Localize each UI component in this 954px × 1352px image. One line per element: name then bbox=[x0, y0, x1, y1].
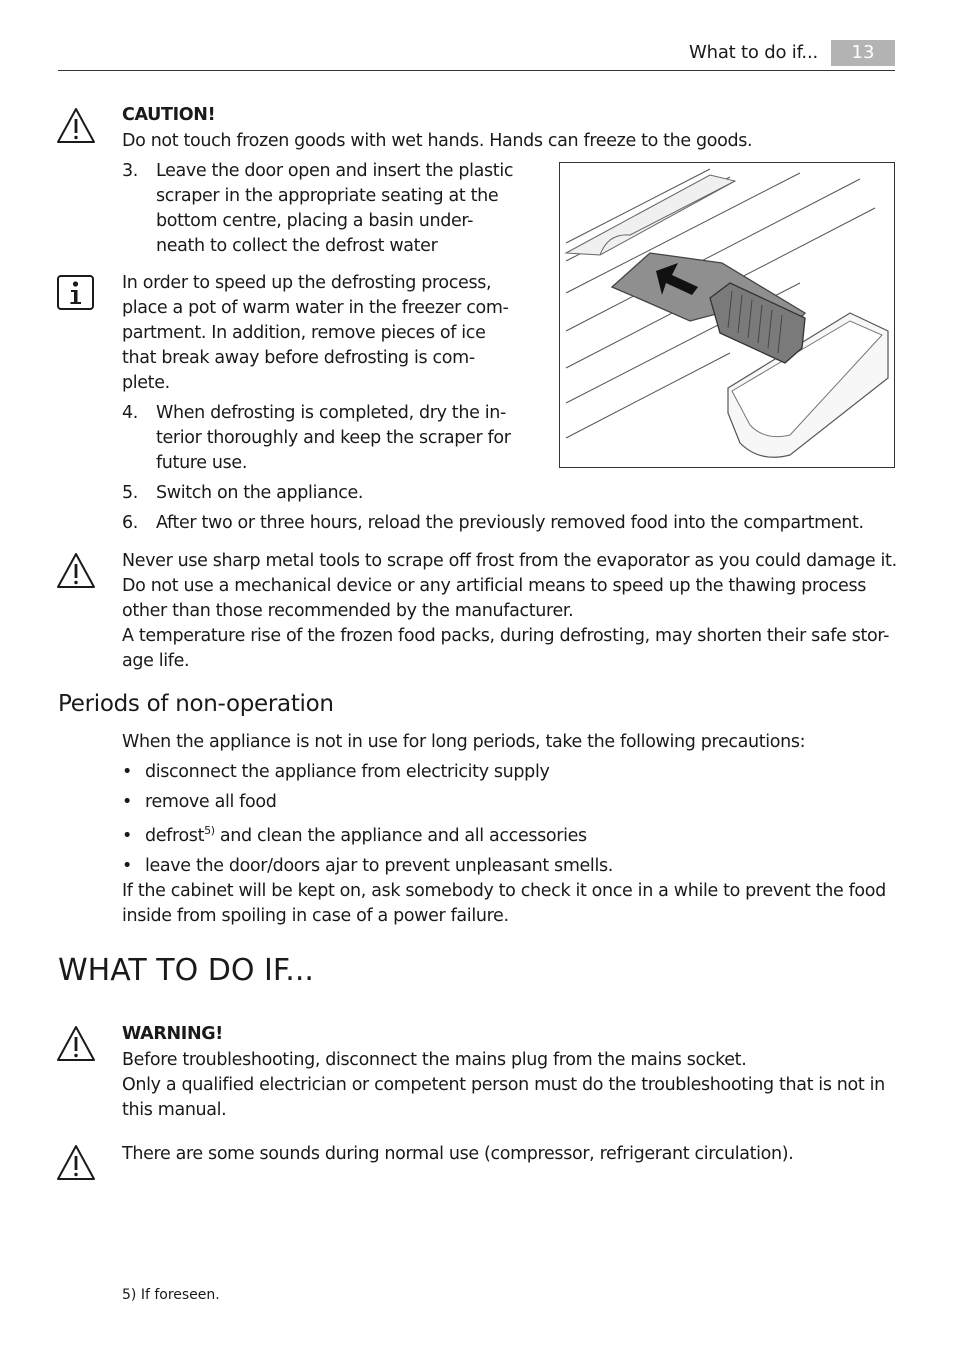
step-line: terior thoroughly and keep the scraper for bbox=[156, 428, 511, 448]
step-line: scraper in the appropriate seating at the bbox=[156, 186, 499, 206]
bullet-mark: • bbox=[122, 826, 132, 846]
warning-triangle-icon bbox=[55, 551, 97, 591]
outro-line: inside from spoiling in case of a power failure. bbox=[122, 906, 509, 926]
bullet-mark: • bbox=[122, 856, 132, 876]
non-operation-outro bbox=[122, 879, 886, 929]
step-number: 3. bbox=[122, 161, 138, 181]
step-number: 4. bbox=[122, 403, 138, 423]
page-number: 13 bbox=[831, 40, 895, 66]
warning-line: age life. bbox=[122, 651, 190, 671]
non-operation-intro: When the appliance is not in use for long periods, take the following precautions: bbox=[122, 732, 806, 752]
list-item bbox=[122, 824, 587, 849]
scraper-illustration bbox=[559, 162, 895, 468]
warning-line: Do not use a mechanical device or any artificial means to speed up the thawing process bbox=[122, 576, 866, 596]
warning-line: Never use sharp metal tools to scrape off frost from the evaporator as you could damage it. bbox=[122, 551, 897, 571]
chapter-heading-what-to-do-if: WHAT TO DO IF... bbox=[58, 953, 314, 988]
footnote-ref: 5) bbox=[204, 824, 215, 838]
caution-title: CAUTION! bbox=[122, 105, 216, 125]
step-line: When defrosting is completed, dry the in- bbox=[156, 403, 506, 423]
step-line: neath to collect the defrost water bbox=[156, 236, 438, 256]
warning-line: A temperature rise of the frozen food packs, during defrosting, may shorten their safe stor- bbox=[122, 626, 890, 646]
list-item-text: leave the door/doors ajar to prevent unpleasant smells. bbox=[145, 856, 613, 876]
header-section-title: What to do if... bbox=[689, 42, 818, 63]
step-5 bbox=[122, 481, 363, 506]
step-line: After two or three hours, reload the previously removed food into the compartment. bbox=[156, 513, 864, 533]
list-item-text bbox=[145, 824, 587, 849]
section-heading-non-operation: Periods of non-operation bbox=[58, 691, 334, 717]
info-icon bbox=[55, 273, 97, 313]
warning-text bbox=[122, 1048, 885, 1123]
info-line: plete. bbox=[122, 373, 170, 393]
step-3 bbox=[122, 159, 513, 259]
list-item bbox=[122, 760, 549, 785]
list-item-text: disconnect the appliance from electricity supply bbox=[145, 762, 550, 782]
warning-tools-text bbox=[122, 549, 897, 674]
bullet-mark: • bbox=[122, 792, 132, 812]
list-item-text: remove all food bbox=[145, 792, 277, 812]
defrost-rest: and clean the appliance and all accessories bbox=[214, 826, 587, 846]
step-6 bbox=[122, 511, 864, 536]
info-line: that break away before defrosting is com- bbox=[122, 348, 475, 368]
bullet-mark: • bbox=[122, 762, 132, 782]
info-line: In order to speed up the defrosting process, bbox=[122, 273, 492, 293]
warning-line: other than those recommended by the manufacturer. bbox=[122, 601, 574, 621]
step-number: 6. bbox=[122, 513, 138, 533]
info-text bbox=[122, 271, 509, 396]
warning-line: this manual. bbox=[122, 1100, 227, 1120]
footnote: 5) If foreseen. bbox=[122, 1287, 220, 1303]
caution-text: Do not touch frozen goods with wet hands. Hands can freeze to the goods. bbox=[122, 131, 753, 151]
list-item bbox=[122, 790, 276, 815]
step-line: Leave the door open and insert the plastic bbox=[156, 161, 514, 181]
info-line: place a pot of warm water in the freezer com- bbox=[122, 298, 509, 318]
step-line: Switch on the appliance. bbox=[156, 483, 364, 503]
step-line: bottom centre, placing a basin under- bbox=[156, 211, 474, 231]
defrost-word: defrost bbox=[145, 826, 205, 846]
step-4 bbox=[122, 401, 511, 476]
step-number: 5. bbox=[122, 483, 138, 503]
list-item bbox=[122, 854, 613, 879]
step-line: future use. bbox=[156, 453, 248, 473]
warning-triangle-icon bbox=[55, 1143, 97, 1183]
header-rule bbox=[58, 70, 895, 71]
warning-line: Before troubleshooting, disconnect the mains plug from the mains socket. bbox=[122, 1050, 747, 1070]
sounds-note: There are some sounds during normal use (compressor, refrigerant circulation). bbox=[122, 1144, 794, 1164]
warning-triangle-icon bbox=[55, 106, 97, 146]
warning-line: Only a qualified electrician or competent person must do the troubleshooting that is not in bbox=[122, 1075, 885, 1095]
outro-line: If the cabinet will be kept on, ask somebody to check it once in a while to prevent the food bbox=[122, 881, 886, 901]
warning-triangle-icon bbox=[55, 1024, 97, 1064]
info-line: partment. In addition, remove pieces of ice bbox=[122, 323, 486, 343]
warning-title: WARNING! bbox=[122, 1024, 223, 1044]
